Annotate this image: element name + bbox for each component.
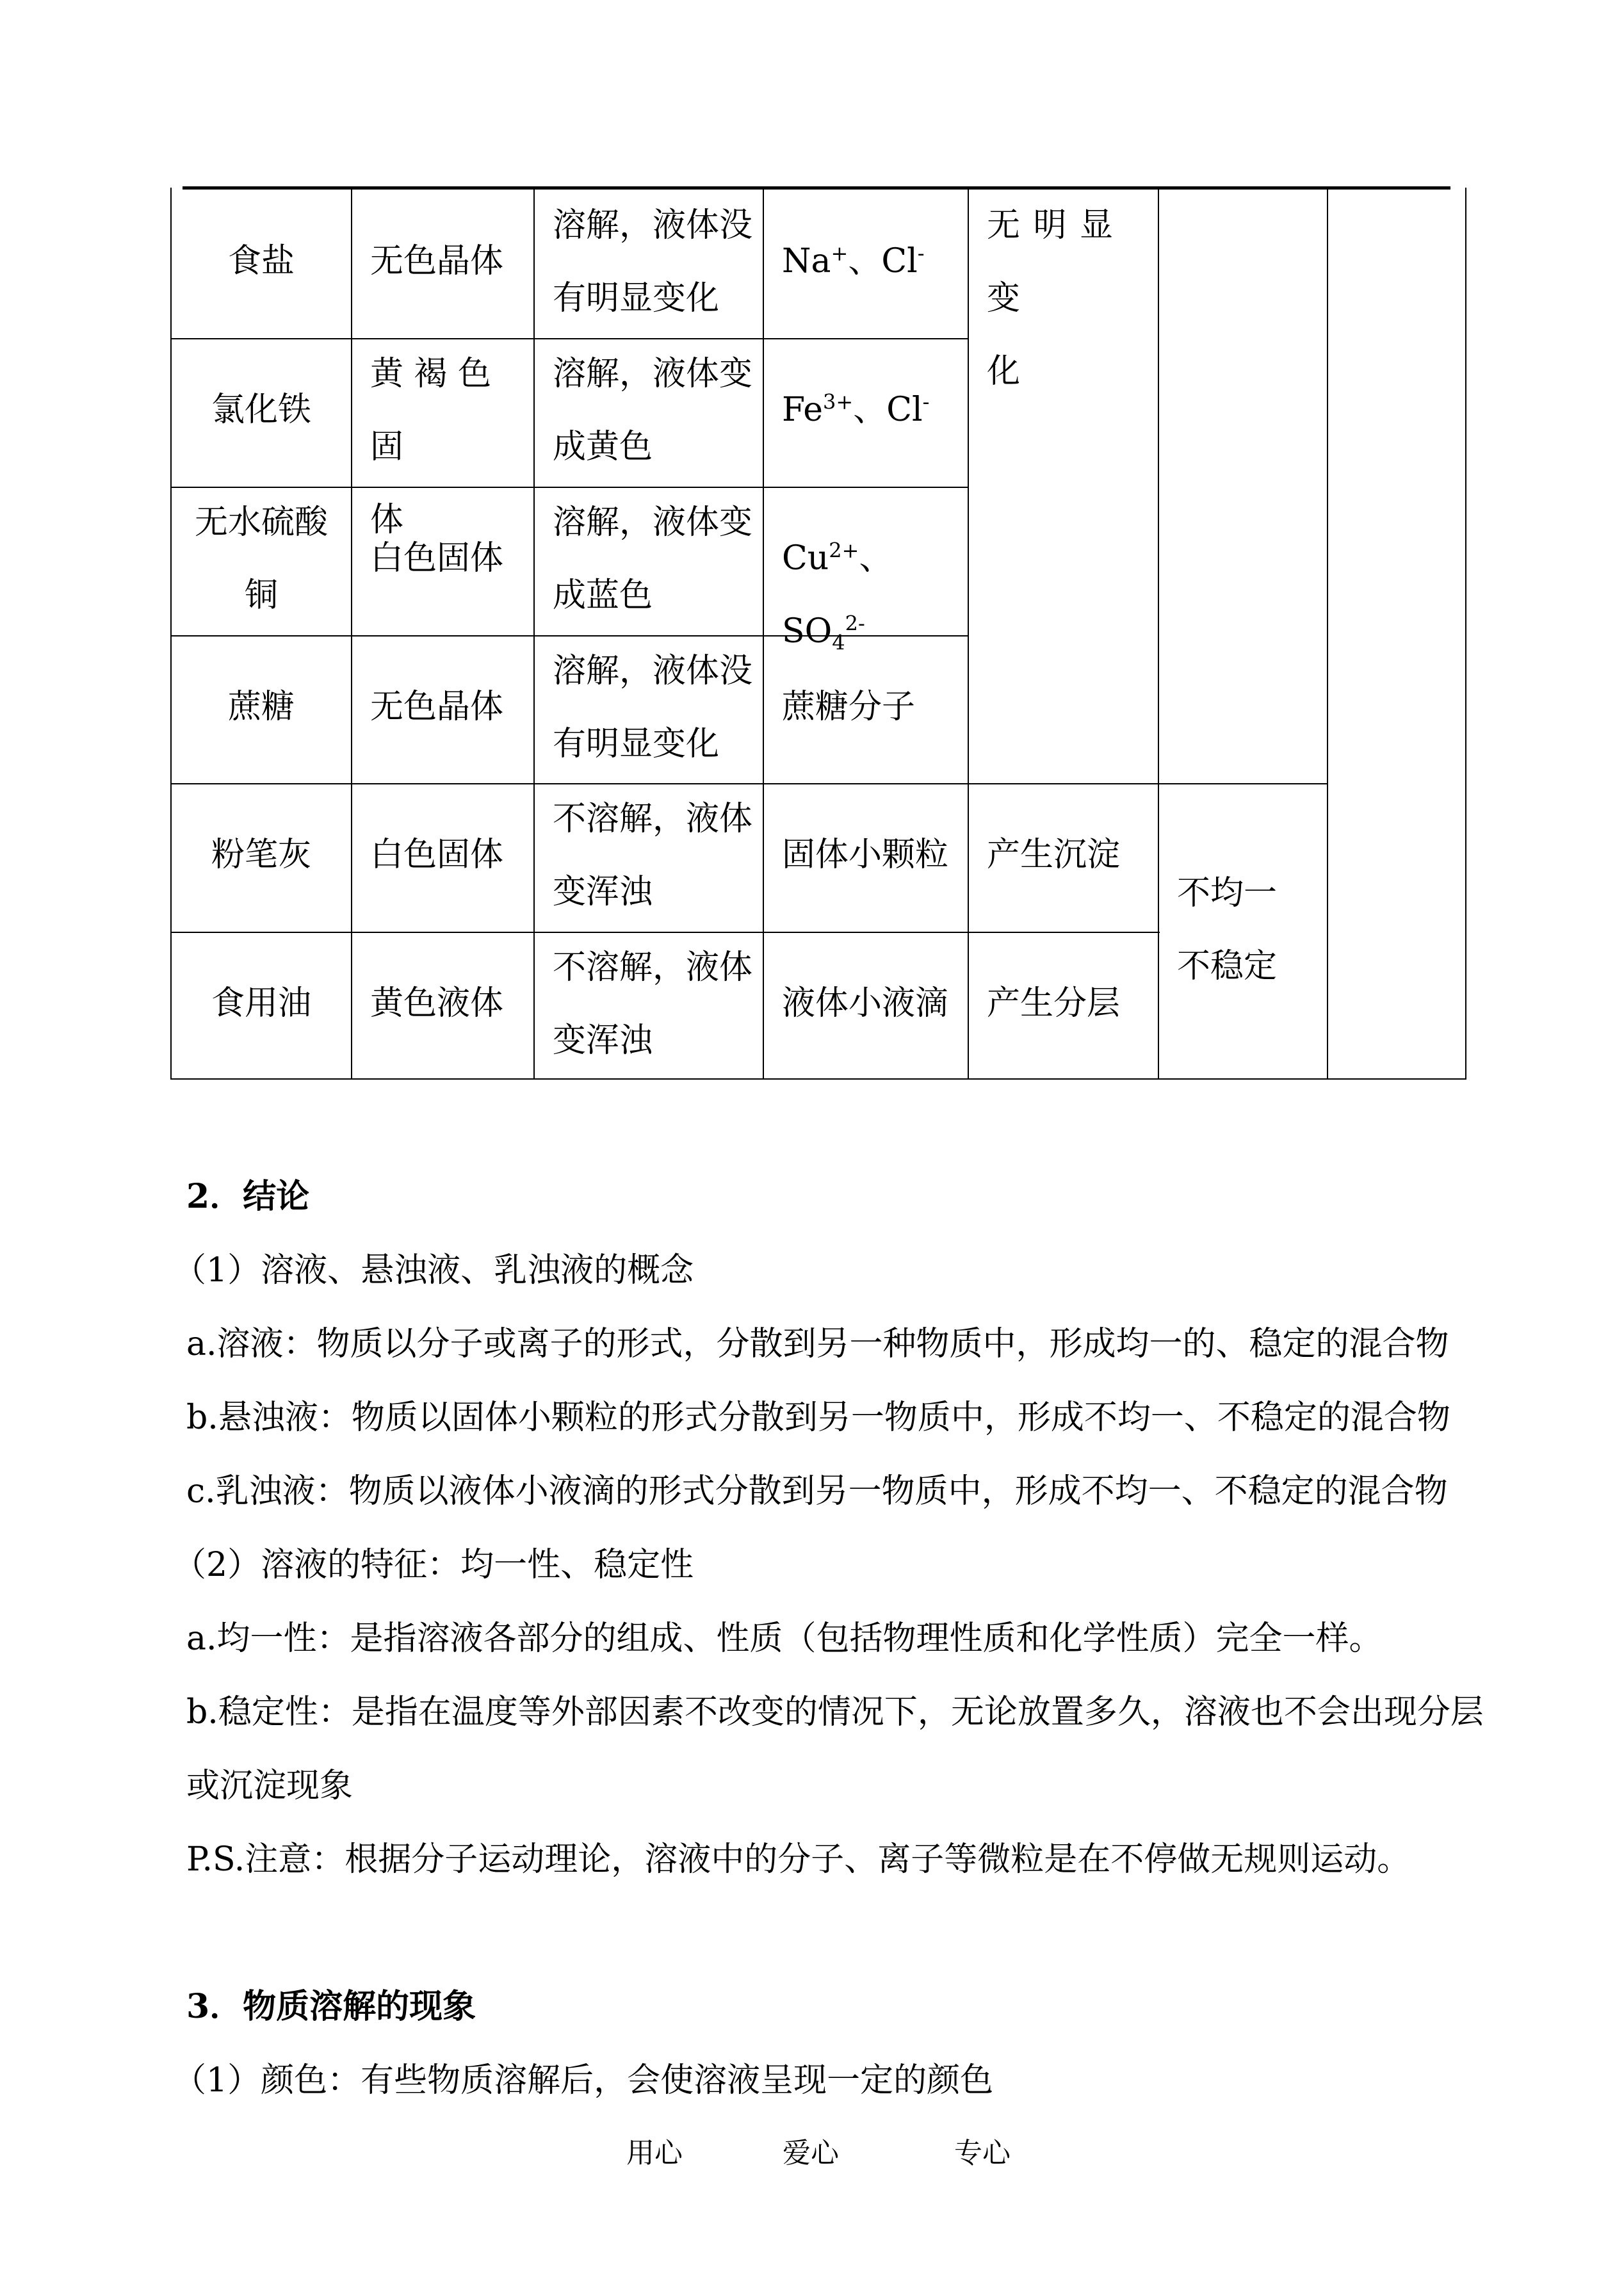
table-top-rule [183,186,1450,190]
particles-cu-so4: $Cu^{2+}$、$SO_4^{2-}$ [782,538,893,655]
table-divider [1327,188,1328,1080]
cell-appearance: 无色晶体 [370,242,504,280]
cell-substance: 蔗糖 [227,688,295,726]
section-3-line: （1）颜色：有些物质溶解后，会使溶液呈现一定的颜色 [173,2061,994,2100]
cell-after-merged: 无 明 显 变 化 [987,206,1115,391]
cell-after: 产生分层 [987,984,1121,1023]
section-2-line: 或沉淀现象 [186,1767,353,1805]
section-2-line: b.悬浊液：物质以固体小颗粒的形式分散到另一物质中，形成不均一、不稳定的混合物 [186,1399,1450,1437]
cell-appearance: 白色固体 [370,836,504,874]
cell-phenomenon: 溶解，液体没 有明显变化 [553,652,753,763]
cell-substance: 食用油 [211,984,311,1023]
cell-stability-merged: 不均一 不稳定 [1177,874,1278,985]
footer-text: 爱心 [783,2137,839,2169]
section-2-line: a.溶液：物质以分子或离子的形式，分散到另一种物质中，形成均一的、稳定的混合物 [186,1325,1449,1363]
section-2-line: c.乳浊液：物质以液体小液滴的形式分散到另一物质中，形成不均一、不稳定的混合物 [186,1472,1448,1511]
footer-text: 专心 [954,2137,1011,2169]
cell-substance: 氯化铁 [211,391,311,429]
section-2-line: a.均一性：是指溶液各部分的组成、性质（包括物理性质和化学性质）完全一样。 [186,1619,1383,1658]
particles-na-cl: Na+、Cl- [782,241,925,280]
cell-particles: 固体小颗粒 [782,836,949,874]
cell-substance: 食盐 [227,242,295,280]
cell-appearance: 无色晶体 [370,688,504,726]
cell-substance: 粉笔灰 [211,836,311,874]
cell-appearance: 白色固体 [370,539,504,578]
table-border-bottom [170,1078,1466,1080]
table-border-left [170,188,172,1080]
section-2-line: （1）溶液、悬浊液、乳浊液的概念 [173,1251,694,1290]
section-2-heading: 2．结论 [186,1177,310,1216]
table-divider [351,188,352,1080]
footer-text: 用心 [626,2137,683,2169]
table-right-rule [1465,188,1466,1080]
section-3-heading: 3．物质溶解的现象 [186,1987,476,2026]
cell-particles [764,522,968,668]
cell-substance: 无水硫酸 铜 [194,503,328,615]
cell-particles [764,373,968,446]
cell-phenomenon: 溶解，液体变 成黄色 [553,355,753,466]
section-2-line: b.稳定性：是指在温度等外部因素不改变的情况下，无论放置多久，溶液也不会出现分层 [186,1693,1484,1731]
cell-after: 产生沉淀 [987,836,1121,874]
cell-phenomenon: 溶解，液体变 成蓝色 [553,503,753,615]
cell-appearance: 黄 褐 色 固 体 [370,355,492,539]
section-2-line: P.S.注意：根据分子运动理论，溶液中的分子、离子等微粒是在不停做无规则运动。 [186,1840,1411,1879]
cell-phenomenon: 不溶解，液体 变浑浊 [553,800,753,911]
cell-particles: 蔗糖分子 [782,688,916,726]
cell-phenomenon: 不溶解，液体 变浑浊 [553,948,753,1060]
section-2-line: （2）溶液的特征：均一性、稳定性 [173,1546,694,1584]
particles-fe-cl: $Fe^{3+}$、Cl- [782,389,930,429]
cell-phenomenon: 溶解，液体没 有明显变化 [553,206,753,318]
cell-appearance: 黄色液体 [370,984,504,1023]
cell-particles: 液体小液滴 [782,984,949,1023]
cell-particles [764,225,968,298]
